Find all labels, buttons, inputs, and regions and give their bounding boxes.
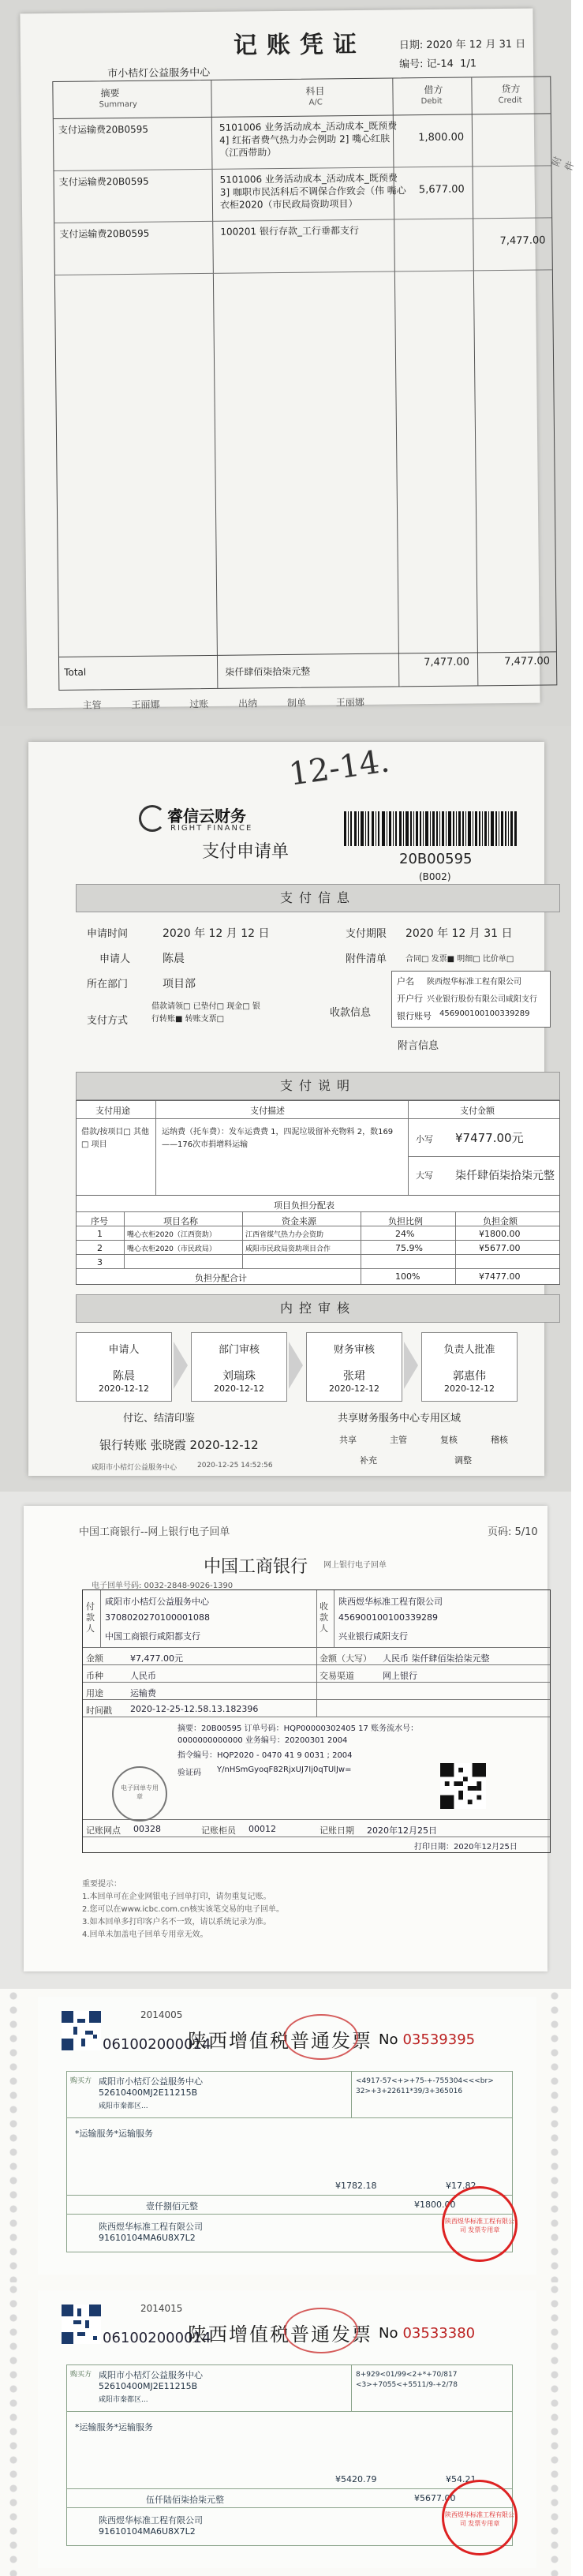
invoice-number: No 03539395: [379, 2031, 476, 2048]
flow-step: 申请人 陈晨 2020-12-12: [76, 1332, 172, 1402]
payee-label: 收款信息: [330, 1007, 372, 1019]
arrow-right-icon: [404, 1342, 418, 1389]
bank-table: 付款人 收款人 咸阳市小桔灯公益服务中心 3708020270100001088 中国工商银行咸阳都支行 陕西煜华标准工程有限公司 456900100100339289 兴业银行咸阳支行 金额 ¥7,477.00元 金额（大写） 人民币 柒仟肆佰柒拾柒元整 币种 人民币 交易渠道 网上银行 用途 运输费 时间戳 2020-12-25-12.58.13.182396 摘要：20B00595 订单号码：HQP00000302405 17 账务流水号：0000000000000 业务编号：20200301 2004 指令编号：HQP2020 - 0470 41 9 0031 ; 2004 验证码 Y/nHSmGyoqF82RjxUJ7Ij0qTUlJw= 记账网点 00328 记账柜员 00012 记账日期 2020年12月25日 打印日期：2020年12月25日: [82, 1589, 551, 1853]
voucher-org: 市小桔灯公益服务中心: [107, 66, 211, 80]
band-review: 内控审核: [76, 1294, 560, 1323]
voucher-footer: 主管 王丽娜 过账 出纳 制单 王丽娜: [82, 696, 364, 711]
fin-center-label: 共享财务服务中心专用区域: [338, 1413, 462, 1425]
invoice-code: 061002000014: [103, 2036, 211, 2053]
invoice-title: 陕西增值税普通发票: [188, 2030, 372, 2052]
bank-subtitle: 网上银行电子回单: [323, 1561, 387, 1570]
tax-seal-icon: [284, 2308, 358, 2353]
payee-name: 陕西煜华标准工程有限公司: [338, 1597, 443, 1607]
voucher-date: 日期: 2020 年 12 月 31 日: [398, 38, 526, 52]
payer-name: 咸阳市小桔灯公益服务中心: [105, 1597, 209, 1607]
arrow-right-icon: [174, 1342, 188, 1389]
qr-code-icon: [62, 2305, 101, 2344]
logo-en: RIGHT FINANCE: [170, 824, 253, 833]
method: 借款请领□ 已垫付□ 现金□ 银行转账■ 转账支票□: [151, 1002, 260, 1024]
invoice-seal-icon: 陕西煜华标准工程有限公司 发票专用章: [442, 2186, 518, 2262]
payment-paper: 12-14. 睿信云财务 RIGHT FINANCE 支付申请单 20B00595 (B002) 支付信息 申请时间 2020 年 12 月 12 日 支付期限 2020 年 12 月 31 日 申请人 陈晨 附件清单 合同□ 发票■ 明细□ 比价单□ 所在部门 项目部 户名 陕西煜华标准工程有限公司 开户行 兴业银行股份有限公司咸阳支行 银行账号 456900100100339289 支付方式 借款请领□ 已垫付□ 现金□ 银行转账■ 转账支票□ 收款信息 附言信息 支付说明 支付用途 支付描述 支付金额 借款/按项目□ 其他□ 项目 运纳费（托车费）：发车运费费 1，四泥垃圾留补充物料 2，数169——176次市捐增料运输 小写 ¥7477.00元 大写 柒仟肆佰柒拾柒元整 项目负担分配表 序号 项目名称 资金来源 负担比例 负担金额 1 嘴心衣柜2020（江西资助） 江西省煤气热力办会资助 24% ¥1800.00 2 嘴心衣柜2020（市民政局） 咸阳市民政局资助项目合作 75.9% ¥5677.00 3 负担分配合计 100% ¥7477.00 内控审核 申请人 陈晨 2020-12-12 部门审核 刘瑞珠 2020-12-12 财务审核 张珺 2020-12-12 负责人批准 郭惠伟 2020-12-12 付讫、结清印鉴 银行转账 张晓霞 2020-12-12 共享财务服务中心专用区域 共享 主管 复核 稽核 补充 调整 咸阳市小桔灯公益服务中心 2020-12-25 14:52:56: [28, 742, 544, 1476]
bank-detail: 摘要：20B00595 订单号码：HQP00000302405 17 账务流水号：0000000000000 业务编号：20200301 2004: [178, 1724, 419, 1745]
flow-step: 部门审核 刘瑞珠 2020-12-12: [191, 1332, 287, 1402]
qr-code-icon: [440, 1763, 486, 1809]
footer-time: 2020-12-25 14:52:56: [197, 1462, 273, 1470]
payee-bank: 兴业银行咸阳支行: [338, 1631, 408, 1642]
voucher-title: 记账凭证: [233, 30, 367, 60]
payment-title: 支付申请单: [202, 842, 290, 862]
apply-time-label: 申请时间: [87, 928, 129, 940]
flow-step: 财务审核 张珺 2020-12-12: [306, 1332, 402, 1402]
voucher-row: 支付运输费20B0595 5101006 业务活动成本_活动成本_既预费 4] 红拓者费气热力办会例助 2] 嘴心红肤（江西带助） 1,800.00: [54, 113, 551, 171]
amount-lower: ¥7477.00元: [455, 1131, 524, 1145]
voucher-number: 编号: 记-14 1/1: [399, 58, 477, 71]
band-pay-desc: 支付说明: [76, 1072, 560, 1100]
bank-header: 中国工商银行--网上银行电子回单: [79, 1526, 230, 1538]
voucher-table-head: [53, 77, 550, 119]
invoice-code: 061002000014: [103, 2330, 211, 2346]
head-summary-sub: Summary: [99, 99, 138, 110]
applicant: 陈晨: [163, 953, 185, 965]
attachment-label: 附件清单: [346, 953, 387, 965]
apply-time: 2020 年 12 月 12 日: [163, 927, 270, 940]
flow-step: 负责人批准 郭惠伟 2020-12-12: [421, 1332, 518, 1402]
voucher-table: [52, 76, 557, 691]
barcode-sub: (B002): [419, 871, 451, 882]
right-finance-logo-icon: [139, 805, 166, 832]
bank-page: 页码: 5/10: [488, 1526, 538, 1538]
voucher-total-text: 柒仟肆佰柒拾柒元整: [225, 665, 311, 678]
head-debit-sub: Debit: [420, 96, 443, 107]
head-account: 科目: [305, 85, 325, 97]
bank-verify-code: Y/nHSmGyoqF82RjxUJ7Ij0qTUlJw=: [217, 1765, 352, 1774]
invoice-box: 购买方 咸阳市小桔灯公益服务中心 52610400MJ2E11215B 咸阳市秦都区... <4917-57<+>+75-+-755304<<<br> 32>+3+22611*39/3+365016 *运输服务*运输服务 ¥1782.18 ¥17.82 壹仟捌佰元整 ¥1800.00 陕西煜华标准工程有限公司 91610104MA6U8X7L2: [66, 2071, 513, 2252]
barcode-number: 20B00595: [399, 851, 473, 867]
bank-amount-upper: 人民币 柒仟肆佰柒拾柒元整: [383, 1653, 490, 1664]
invoice-total: ¥5677.00: [414, 2493, 456, 2503]
pay-date-label: 支付期限: [346, 928, 387, 940]
voucher-paper: [20, 9, 577, 711]
dept-label: 所在部门: [87, 979, 129, 990]
head-account-sub: A/C: [308, 98, 323, 107]
invoice-total: ¥1800.00: [414, 2200, 456, 2210]
electronic-seal-icon: 电子回单专用章: [112, 1766, 167, 1822]
payee-account: 456900100100339289: [338, 1612, 438, 1623]
voucher-total-debit: 7,477.00: [424, 656, 470, 669]
head-debit: 借方: [424, 84, 443, 96]
pay-seal-value: 银行转账 张晓霞 2020-12-12: [99, 1438, 259, 1452]
bank-paper: 中国工商银行--网上银行电子回单 页码: 5/10 中国工商银行 网上银行电子回单 电子回单号码: 0032-2848-9026-1390 付款人 收款人 咸阳市小桔灯公益服务中心 3708020270100001088 中国工商银行咸阳都支行 陕西煜华标准工程有限公司 456900100100339289 兴业银行咸阳支行 金额 ¥7,477.00元 金额（大写） 人民币 柒仟肆佰柒拾柒元整 币种 人民币 交易渠道 网上银行 用途 运输费 时间戳 2020-12-25-12.58.13.182396 摘要：20B00595 订单号码：HQP00000302405 17 账务流水号：0000000000000 业务编号：20200301 2004 指令编号：HQP2020 - 0470 41 9 0031 ; 2004 验证码 Y/nHSmGyoqF82RjxUJ7Ij0qTUlJw= 记账网点 00328 记账柜员 00012 记账日期 2020年12月25日 打印日期：2020年12月25日 电子回单专用章 重要提示： 1.本回单可在企业网银电子回单打印，请勿重复记账。 2.您可以在www.icbc.com.cn核实该笔交易的电子回单。 3.如本回单多打印客户名不一致，请以系统记录为准。 4.回单未加盖电子回单专用章无效。: [24, 1506, 547, 1971]
payee-box: 户名 陕西煜华标准工程有限公司 开户行 兴业银行股份有限公司咸阳支行 银行账号 456900100100339289: [391, 971, 551, 1028]
logo-cn: 睿信云财务: [167, 807, 246, 826]
voucher-row: 支付运输费20B0595 5101006 业务活动成本_活动成本_既预费 3] 咖职市民活科后不调保合作致会（伟 嘴心衣柜2020（市民政局资助项目） 5,677.00: [54, 165, 551, 223]
head-credit-sub: Credit: [498, 95, 522, 106]
voucher-total-row: Total 柒仟肆佰柒拾柒元整 7,477.00 7,477.00: [59, 651, 556, 691]
payer-account: 3708020270100001088: [105, 1612, 210, 1623]
tax-seal-icon: [284, 2014, 358, 2060]
voucher-side-note: 附件: [550, 155, 577, 173]
voucher-total-credit: 7,477.00: [504, 655, 551, 668]
qr-code-icon: [62, 2011, 101, 2050]
band-pay-info: 支付信息: [76, 884, 560, 912]
head-summary: 摘要: [100, 88, 120, 99]
voucher-section: [0, 0, 577, 726]
dept: 项目部: [163, 978, 196, 990]
invoice-number: No 03533380: [379, 2325, 476, 2342]
bank-section: [0, 1492, 571, 1989]
footer-org: 咸阳市小桔灯公益服务中心: [92, 1464, 178, 1472]
arrow-right-icon: [289, 1342, 303, 1389]
bank-title: 中国工商银行: [204, 1557, 308, 1577]
invoice-2: 2014015 061002000014 陕西增值税普通发票 No 03533380 购买方 咸阳市小桔灯公益服务中心 52610400MJ2E11215B 咸阳市秦都区... 8+929<01/99<2+*+70/817 <3>+7055<+5511/9-+2/78 *运输服务*运输服务 ¥5420.79 ¥54.21 伍仟陆佰柒拾柒元整 ¥5677.00 陕西煜华标准工程有限公司 91610104MA6U8X7L2 陕西煜华标准工程有限公司 发票专用章: [0, 2282, 571, 2576]
bank-amount: ¥7,477.00元: [130, 1653, 183, 1664]
pay-date: 2020 年 12 月 31 日: [405, 927, 513, 940]
invoice-item: *运输服务*运输服务: [75, 2422, 153, 2432]
applicant-label: 申请人: [99, 953, 131, 965]
payment-section: [0, 726, 571, 1492]
pay-seal-label: 付讫、结清印鉴: [123, 1413, 196, 1425]
allocation-table: 项目负担分配表 序号 项目名称 资金来源 负担比例 负担金额 1 嘴心衣柜2020（江西资助） 江西省煤气热力办会资助 24% ¥1800.00 2 嘴心衣柜2020（市民政局） 咸阳市民政局资助项目合作 75.9% ¥5677.00 3 负担分配合计 100% ¥7477.00: [76, 1195, 560, 1285]
payer-bank: 中国工商银行咸阳都支行: [105, 1631, 200, 1642]
bank-receipt-no: 电子回单号码: 0032-2848-9026-1390: [92, 1582, 234, 1590]
invoice-seal-icon: 陕西煜华标准工程有限公司 发票专用章: [442, 2480, 518, 2555]
barcode-icon: [344, 811, 518, 846]
invoice-1: 2014005 061002000014 陕西增值税普通发票 No 03539395 购买方 咸阳市小桔灯公益服务中心 52610400MJ2E11215B 咸阳市秦都区... <4917-57<+>+75-+-755304<<<br> 32>+3+22611*39/3+365016 *运输服务*运输服务 ¥1782.18 ¥17.82 壹仟捌佰元整 ¥1800.00 陕西煜华标准工程有限公司 91610104MA6U8X7L2 陕西煜华标准工程有限公司 发票专用章: [0, 1989, 571, 2282]
invoice-box: 购买方 咸阳市小桔灯公益服务中心 52610400MJ2E11215B 咸阳市秦都区... 8+929<01/99<2+*+70/817 <3>+7055<+5511/9-+2/78 *运输服务*运输服务 ¥5420.79 ¥54.21 伍仟陆佰柒拾柒元整 ¥5677.00 陕西煜华标准工程有限公司 91610104MA6U8X7L2: [66, 2364, 513, 2546]
remark-label: 附言信息: [398, 1040, 439, 1052]
desc-table: 支付用途 支付描述 支付金额 借款/按项目□ 其他□ 项目 运纳费（托车费）：发车运费费 1，四泥垃圾留补充物料 2，数169——176次市捐增料运输 小写 ¥7477.00元 大写 柒仟肆佰柒拾柒元整: [76, 1100, 560, 1196]
head-credit: 贷方: [501, 83, 521, 95]
amount-upper: 柒仟肆佰柒拾柒元整: [455, 1170, 555, 1182]
method-label: 支付方式: [87, 1015, 129, 1027]
invoice-title: 陕西增值税普通发票: [188, 2323, 372, 2346]
handwritten-note: 12-14.: [286, 743, 392, 793]
invoice-item: *运输服务*运输服务: [75, 2129, 153, 2139]
voucher-row: 支付运输费20B0595 100201 银行存款_工行垂都支行 7,477.00: [54, 217, 552, 275]
attachment-list: 合同□ 发票■ 明细□ 比价单□: [405, 955, 514, 964]
